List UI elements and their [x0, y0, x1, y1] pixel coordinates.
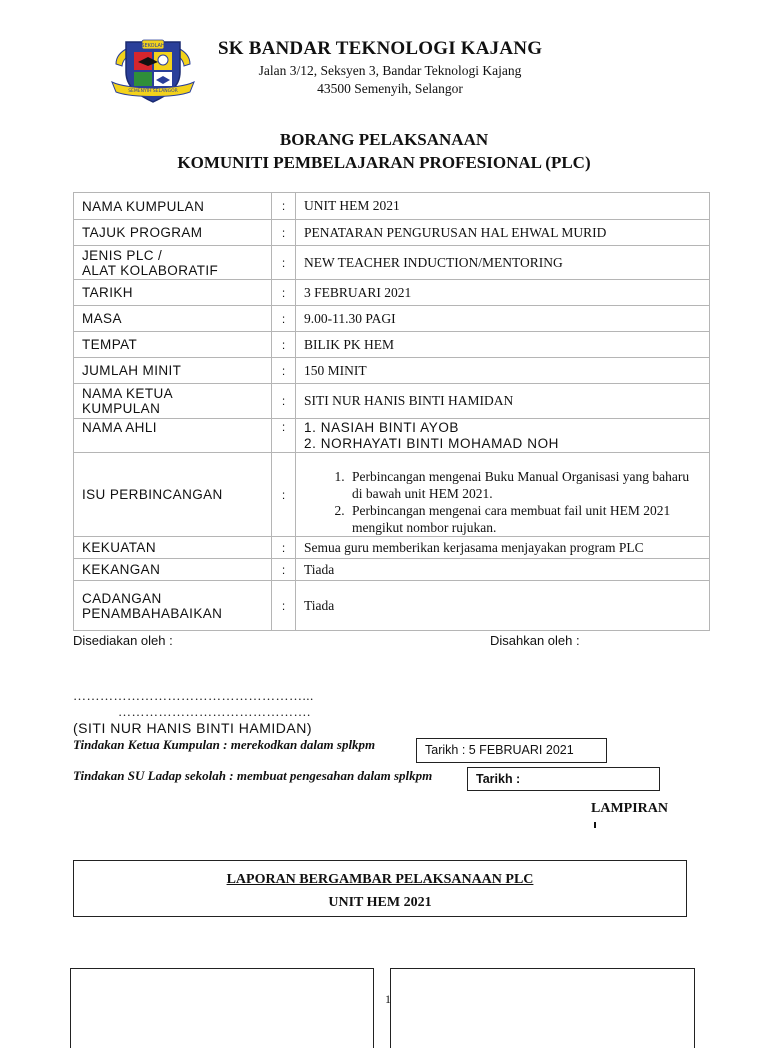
prepared-by-label: Disediakan oleh :	[73, 633, 173, 648]
prepared-by-name: (SITI NUR HANIS BINTI HAMIDAN)	[73, 720, 313, 736]
row-value: PENATARAN PENGURUSAN HAL EHWAL MURID	[296, 220, 710, 246]
row-separator: :	[272, 246, 296, 280]
row-label-line: ALAT KOLABORATIF	[82, 262, 219, 278]
row-label: JUMLAH MINIT	[74, 358, 272, 384]
table-row	[74, 306, 710, 332]
divider	[594, 822, 596, 828]
logo-top-text: SEKOLAH	[141, 43, 165, 49]
row-label	[74, 246, 272, 280]
row-value: UNIT HEM 2021	[296, 193, 710, 220]
row-value: Semua guru memberikan kerjasama menjayakan program PLC	[296, 537, 710, 559]
row-label: TAJUK PROGRAM	[74, 220, 272, 246]
row-value: NEW TEACHER INDUCTION/MENTORING	[296, 246, 710, 280]
table-row	[74, 246, 710, 280]
address-line-1: Jalan 3/12, Seksyen 3, Bandar Teknologi Kajang	[258, 63, 522, 78]
report-title: LAPORAN BERGAMBAR PELAKSANAAN PLC	[226, 872, 534, 887]
table-row	[74, 419, 710, 453]
row-separator: :	[272, 332, 296, 358]
list-item: 1. Perbincangan mengenai Buku Manual Organisasi yang baharu di bawah unit HEM 2021.	[348, 468, 701, 502]
form-title: BORANG PELAKSANAAN	[279, 130, 489, 149]
row-label	[74, 581, 272, 631]
row-label	[74, 384, 272, 419]
lampiran-label: LAMPIRAN	[591, 801, 668, 816]
table-row	[74, 559, 710, 581]
address-line-2: 43500 Semenyih, Selangor	[317, 81, 463, 96]
page-number: 1	[385, 992, 391, 1006]
row-value	[296, 419, 710, 453]
row-separator: :	[272, 280, 296, 306]
row-separator: :	[272, 419, 296, 453]
table-row	[74, 193, 710, 220]
logo-bottom-text: SEMENYIH SELANGOR	[128, 89, 178, 94]
row-value: Tiada	[296, 559, 710, 581]
photo-frame-right	[390, 968, 695, 1048]
row-label-line: PENAMBAHABAIKAN	[82, 605, 223, 621]
row-separator: :	[272, 193, 296, 220]
issue-list	[304, 468, 701, 536]
table-row	[74, 358, 710, 384]
signature-line: ……………………………………………...	[73, 688, 314, 703]
table-row	[74, 332, 710, 358]
su-date-box: Tarikh :	[467, 767, 660, 791]
row-separator: :	[272, 453, 296, 537]
row-label: NAMA KUMPULAN	[74, 193, 272, 220]
row-label-line: JENIS PLC /	[82, 247, 163, 263]
row-label: TEMPAT	[74, 332, 272, 358]
photo-frame-left	[70, 968, 374, 1048]
row-separator: :	[272, 384, 296, 419]
leader-action: Tindakan Ketua Kumpulan : merekodkan dalam splkpm	[73, 737, 376, 752]
row-separator: :	[272, 559, 296, 581]
row-value: Tiada	[296, 581, 710, 631]
row-value: 3 FEBRUARI 2021	[296, 280, 710, 306]
table-row	[74, 581, 710, 631]
row-value	[296, 453, 710, 537]
row-value: BILIK PK HEM	[296, 332, 710, 358]
row-label-line: NAMA KETUA	[82, 386, 174, 401]
leader-date-box: Tarikh : 5 FEBRUARI 2021	[416, 738, 607, 763]
su-action: Tindakan SU Ladap sekolah : membuat pengesahan dalam splkpm	[73, 768, 433, 783]
row-separator: :	[272, 220, 296, 246]
row-label-line: CADANGAN	[82, 590, 162, 606]
row-label: KEKUATAN	[74, 537, 272, 559]
table-row	[74, 384, 710, 419]
row-label-line: KUMPULAN	[82, 401, 161, 416]
row-label: TARIKH	[74, 280, 272, 306]
report-subtitle: UNIT HEM 2021	[328, 895, 432, 910]
table-row	[74, 280, 710, 306]
row-label: NAMA AHLI	[74, 419, 272, 453]
table-row	[74, 453, 710, 537]
row-value: 150 MINIT	[296, 358, 710, 384]
row-separator: :	[272, 306, 296, 332]
plc-details-table	[73, 192, 710, 631]
school-logo	[108, 26, 198, 106]
row-separator: :	[272, 358, 296, 384]
approved-by-label: Disahkan oleh :	[490, 633, 580, 648]
row-value: 9.00-11.30 PAGI	[296, 306, 710, 332]
list-item: 2. Perbincangan mengenai cara membuat fail unit HEM 2021 mengikut nombor rujukan.	[348, 502, 701, 536]
row-label: MASA	[74, 306, 272, 332]
member-item: 2. NORHAYATI BINTI MOHAMAD NOH	[304, 436, 560, 451]
table-row	[74, 537, 710, 559]
form-subtitle: KOMUNITI PEMBELAJARAN PROFESIONAL (PLC)	[177, 153, 591, 172]
signature-line: …………………………………….	[118, 704, 311, 719]
table-row	[74, 220, 710, 246]
row-value: SITI NUR HANIS BINTI HAMIDAN	[296, 384, 710, 419]
row-label: ISU PERBINCANGAN	[74, 453, 272, 537]
school-name: SK BANDAR TEKNOLOGI KAJANG	[218, 38, 543, 59]
member-item: 1. NASIAH BINTI AYOB	[304, 420, 460, 435]
row-separator: :	[272, 581, 296, 631]
row-separator: :	[272, 537, 296, 559]
row-label: KEKANGAN	[74, 559, 272, 581]
